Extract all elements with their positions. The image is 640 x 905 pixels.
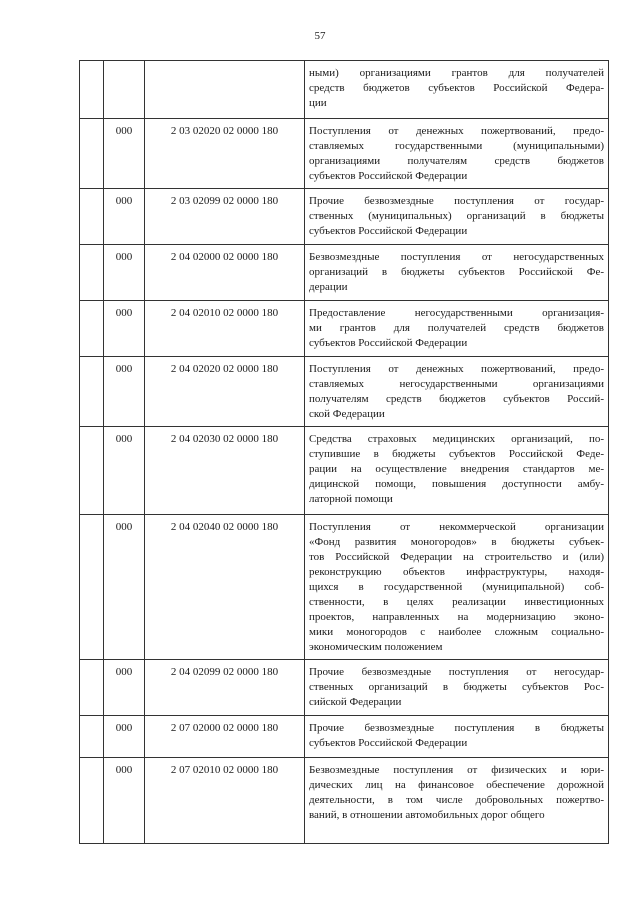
admin-code-cell: 000 <box>104 245 145 301</box>
description-line: щихся в государственной (муниципальной) соб- <box>309 581 604 593</box>
description-line: средств бюджетов субъектов Российской Федера- <box>309 82 604 94</box>
row-number-cell <box>80 660 104 716</box>
description-cell <box>305 660 609 716</box>
row-number-cell <box>80 758 104 844</box>
row-number-cell <box>80 301 104 357</box>
description-line: реконструкцию объектов инфраструктуры, находя- <box>309 566 604 578</box>
description-line: ставляемых негосударственными организациями <box>309 378 604 390</box>
description-line: «Фонд развития моногородов» в бюджеты субъек- <box>309 536 604 548</box>
table-row <box>80 716 609 758</box>
description-cell <box>305 61 609 119</box>
admin-code-cell: 000 <box>104 716 145 758</box>
row-number-cell <box>80 119 104 189</box>
table-row <box>80 119 609 189</box>
description-line: организаций в бюджеты субъектов Российской Фе- <box>309 266 604 278</box>
description-line: получателям средств бюджетов субъектов Россий- <box>309 393 604 405</box>
budget-code-cell: 2 04 02000 02 0000 180 <box>145 245 305 301</box>
description-line: Безвозмездные поступления от негосударственных <box>309 251 604 263</box>
description-line: деятельности, в том числе добровольных пожертво- <box>309 794 604 806</box>
page-number: 57 <box>314 30 326 42</box>
description-line: субъектов Российской Федерации <box>309 337 468 349</box>
description-line: ственных организаций в бюджеты субъектов Рос- <box>309 681 604 693</box>
row-number-cell <box>80 716 104 758</box>
description-cell <box>305 119 609 189</box>
description-line: Безвозмездные поступления от физических и юри- <box>309 764 604 776</box>
budget-code-cell: 2 03 02099 02 0000 180 <box>145 189 305 245</box>
description-line: Поступления от денежных пожертвований, предо- <box>309 363 604 375</box>
description-cell <box>305 301 609 357</box>
table-row <box>80 357 609 427</box>
row-number-cell <box>80 189 104 245</box>
admin-code-cell: 000 <box>104 758 145 844</box>
budget-code-cell: 2 04 02030 02 0000 180 <box>145 427 305 515</box>
description-line: дических лиц на финансовое обеспечение дорожной <box>309 779 604 791</box>
budget-classification-table <box>79 60 609 844</box>
description-cell <box>305 189 609 245</box>
description-line: Прочие безвозмездные поступления в бюджеты <box>309 722 604 734</box>
description-line: Средства страховых медицинских организаций, по- <box>309 433 604 445</box>
budget-code-cell: 2 04 02010 02 0000 180 <box>145 301 305 357</box>
admin-code-cell: 000 <box>104 301 145 357</box>
description-cell <box>305 716 609 758</box>
description-line: ступившие в бюджеты субъектов Российской Феде- <box>309 448 604 460</box>
budget-code-cell: 2 04 02040 02 0000 180 <box>145 515 305 660</box>
table-row <box>80 660 609 716</box>
budget-code-cell: 2 07 02010 02 0000 180 <box>145 758 305 844</box>
table-row <box>80 245 609 301</box>
description-line: Поступления от некоммерческой организации <box>309 521 604 533</box>
admin-code-cell: 000 <box>104 189 145 245</box>
description-line: тов Российской Федерации на строительство и (или) <box>309 551 604 563</box>
description-line: Прочие безвозмездные поступления от государ- <box>309 195 604 207</box>
table-row <box>80 61 609 119</box>
description-line: проектов, направленных на модернизацию эконо- <box>309 611 604 623</box>
row-number-cell <box>80 427 104 515</box>
description-line: Предоставление негосударственными организация- <box>309 307 604 319</box>
description-line: дерации <box>309 281 348 293</box>
description-line: ми грантов для получателей средств бюджетов <box>309 322 604 334</box>
description-cell <box>305 427 609 515</box>
description-line: экономическим положением <box>309 641 443 653</box>
description-cell <box>305 758 609 844</box>
admin-code-cell: 000 <box>104 515 145 660</box>
table-row <box>80 515 609 660</box>
admin-code-cell: 000 <box>104 427 145 515</box>
table-row <box>80 189 609 245</box>
description-line: Прочие безвозмездные поступления от негосудар- <box>309 666 604 678</box>
admin-code-cell: 000 <box>104 119 145 189</box>
description-line: дицинской помощи, повышения доступности амбу- <box>309 478 604 490</box>
description-line: субъектов Российской Федерации <box>309 170 468 182</box>
description-line: организациями получателям средств бюджетов <box>309 155 604 167</box>
description-line: ции <box>309 97 327 109</box>
row-number-cell <box>80 61 104 119</box>
row-number-cell <box>80 515 104 660</box>
description-line: субъектов Российской Федерации <box>309 737 468 749</box>
table-row <box>80 427 609 515</box>
description-line: сийской Федерации <box>309 696 402 708</box>
description-line: рации на осуществление внедрения стандартов ме- <box>309 463 604 475</box>
row-number-cell <box>80 357 104 427</box>
description-cell <box>305 245 609 301</box>
table-row <box>80 758 609 844</box>
admin-code-cell: 000 <box>104 357 145 427</box>
description-line: латорной помощи <box>309 493 393 505</box>
budget-code-cell: 2 03 02020 02 0000 180 <box>145 119 305 189</box>
description-cell <box>305 357 609 427</box>
description-line: ставляемых государственными (муниципальными) <box>309 140 604 152</box>
description-cell <box>305 515 609 660</box>
budget-code-cell <box>145 61 305 119</box>
table-row <box>80 301 609 357</box>
description-line: ственности, в целях реализации инвестиционных <box>309 596 604 608</box>
budget-code-cell: 2 07 02000 02 0000 180 <box>145 716 305 758</box>
description-line: ными) организациями грантов для получателей <box>309 67 604 79</box>
description-line: мики моногородов с наиболее сложным социально- <box>309 626 604 638</box>
description-line: ственных (муниципальных) организаций в бюджеты <box>309 210 604 222</box>
budget-code-cell: 2 04 02020 02 0000 180 <box>145 357 305 427</box>
description-line: Поступления от денежных пожертвований, предо- <box>309 125 604 137</box>
admin-code-cell: 000 <box>104 660 145 716</box>
description-line: ской Федерации <box>309 408 385 420</box>
admin-code-cell <box>104 61 145 119</box>
row-number-cell <box>80 245 104 301</box>
budget-code-cell: 2 04 02099 02 0000 180 <box>145 660 305 716</box>
description-line: субъектов Российской Федерации <box>309 225 468 237</box>
description-line: ваний, в отношении автомобильных дорог общего <box>309 809 545 821</box>
